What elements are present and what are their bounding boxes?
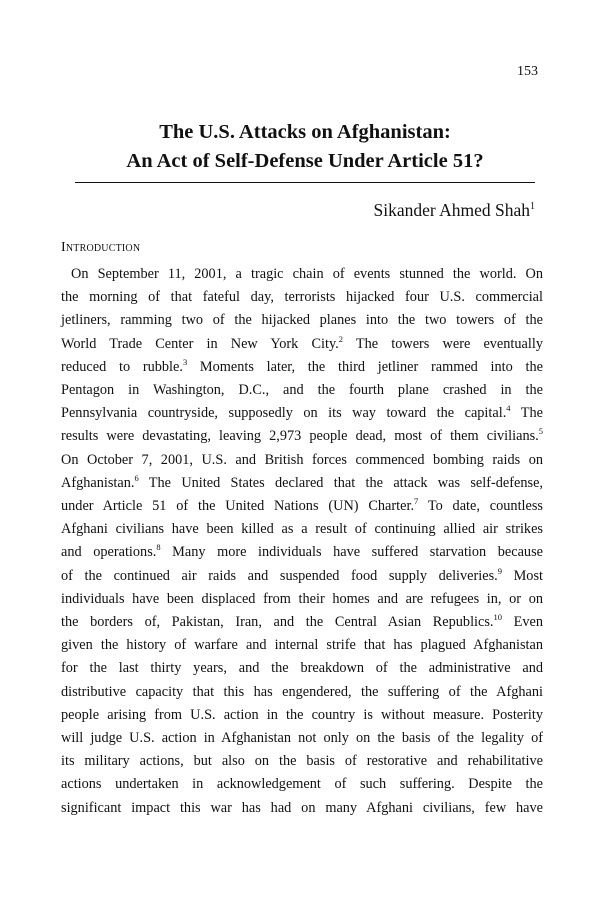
body-text-run: results were devastating, leaving 2,973 people dead, most of them civilians. [61,428,539,445]
body-text-run: Most [501,567,543,584]
body-line [61,449,543,472]
body-text-run: To date, countless [418,498,543,515]
page-number: 153 [517,64,538,79]
body-line [61,309,543,332]
body-line [61,472,543,495]
body-line [61,565,543,588]
body-text-run: significant impact this war has had on many Afghani civilians, few have [61,799,543,816]
body-text-run: of the continued air raids and suspended food supply deliveries. [61,567,498,584]
footnote-marker: 8 [156,542,161,553]
body-text-run: actions undertaken in acknowledgement of such suffering. Despite the [61,776,543,793]
footnote-marker: 10 [493,612,502,623]
body-line [61,518,543,541]
footnote-marker: 6 [134,473,139,484]
body-text-run: for the last thirty years, and the breakdown of the administrative and [61,660,543,677]
body-line [61,541,543,564]
body-text-run: The United States declared that the attack was self-defense, [138,474,543,491]
footnote-marker: 9 [497,565,502,576]
author-name: Sikander Ahmed Shah [373,200,530,220]
body-paragraph [61,263,543,820]
body-text-run: Many more individuals have suffered starvation because [160,544,543,561]
footnote-marker: 4 [506,403,511,414]
article-title-line-1: The U.S. Attacks on Afghanistan: [159,121,451,143]
footnote-marker: 2 [338,333,343,344]
body-text-run: given the history of warfare and internal strife that has plagued Afghanistan [61,637,543,654]
article-title [70,118,540,176]
footnote-marker: 5 [538,426,543,437]
footnote-marker: 3 [182,357,188,368]
body-line [61,425,543,448]
body-line [61,657,543,680]
body-text-run: Moments later, the third jetliner rammed into the [187,358,543,375]
body-text-run: distributive capacity that this has engendered, the suffering of the Afghani [61,683,543,700]
body-line [61,588,543,611]
article-title-line-2: An Act of Self-Defense Under Article 51? [126,150,484,172]
body-text-run: The towers were eventually [343,335,543,352]
body-text-run: people arising from U.S. action in the country is without measure. Posterity [61,706,543,723]
body-text-run: and operations. [61,544,157,561]
body-text-run: Afghani civilians have been killed as a result of continuing allied air strikes [61,521,543,538]
body-text-run: individuals have been displaced from their homes and are refugees in, or on [61,590,543,607]
body-line [61,750,543,773]
body-line [61,797,543,820]
body-line [61,333,543,356]
body-line [61,727,543,750]
body-line [61,704,543,727]
body-line [61,356,543,379]
body-text-run: the morning of that fateful day, terrorists hijacked four U.S. commercial [61,289,543,306]
title-divider [75,182,535,183]
author-byline [373,200,535,221]
section-heading: Introduction [61,240,141,255]
body-text-run: reduced to rubble. [61,358,183,375]
body-line [61,263,543,286]
body-text-run: under Article 51 of the United Nations (UN) Charter. [61,498,415,515]
body-text-run: Even [502,614,543,631]
body-line [61,773,543,796]
body-text-run: its military actions, but also on the basis of restorative and rehabilitative [61,753,543,770]
body-line [61,379,543,402]
body-text-run: On October 7, 2001, U.S. and British forces commenced bombing raids on [61,451,543,468]
body-text-run: World Trade Center in New York City. [61,335,339,352]
body-text-run: jetliners, ramming two of the hijacked planes into the two towers of the [61,312,543,329]
body-line [61,402,543,425]
footnote-marker: 7 [414,496,419,507]
body-line [61,495,543,518]
body-text-run: will judge U.S. action in Afghanistan not only on the basis of the legality of [61,730,543,747]
body-line [61,681,543,704]
body-text-run: Pentagon in Washington, D.C., and the fourth plane crashed in the [61,382,543,399]
body-text-run: Pennsylvania countryside, supposedly on its way toward the capital. [61,405,507,422]
body-text-run: On September 11, 2001, a tragic chain of events stunned the world. On [71,266,543,282]
body-text-run: Afghanistan. [61,474,135,491]
body-text-run: The [510,405,543,422]
body-line [61,286,543,309]
body-text-run: the borders of, Pakistan, Iran, and the Central Asian Republics. [61,614,494,631]
author-footnote-marker: 1 [530,201,535,213]
body-line [61,634,543,657]
body-line [61,611,543,634]
